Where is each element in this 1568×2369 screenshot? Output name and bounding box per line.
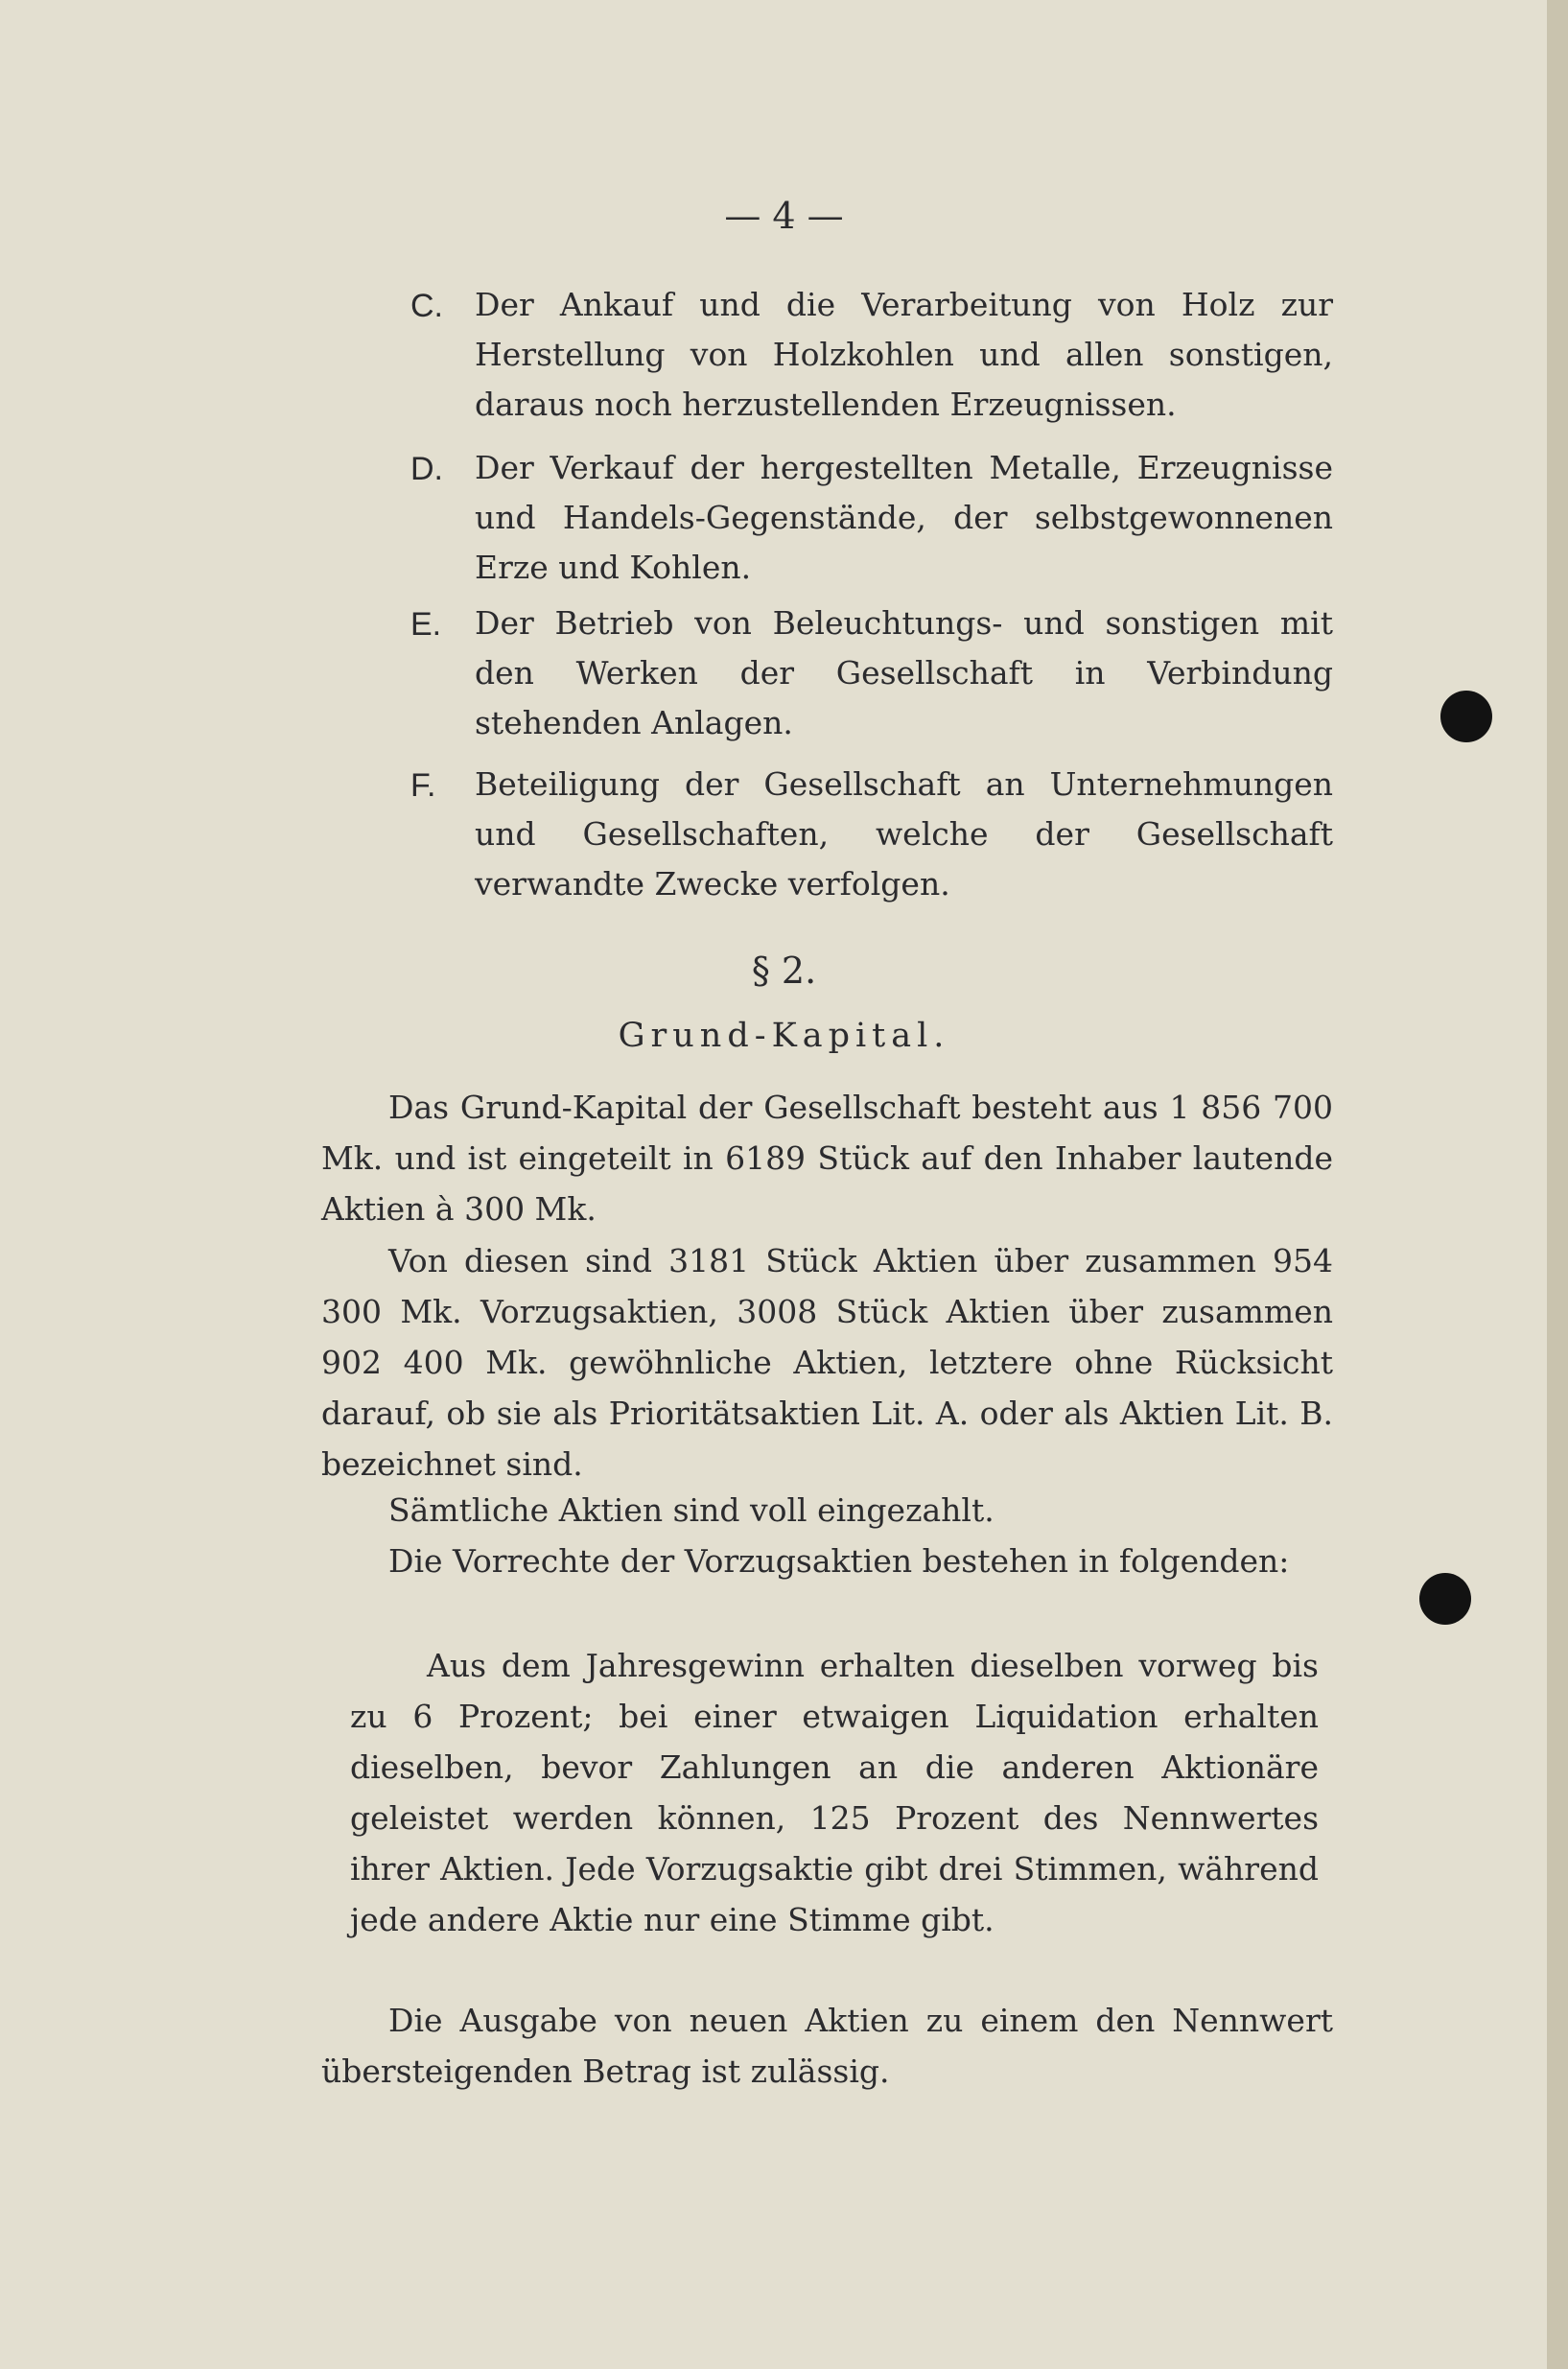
- paragraph-vorzugsaktien-rights: Aus dem Jahresgewinn erhalten dieselben vorweg bis zu 6 Prozent; bei einer etwaigen Liquidation erhalten dieselben, bevor Zahlungen an die anderen Aktionäre geleistet werden können, 125 Prozent des Nennwertes ihrer Aktien. Jede Vorzugsaktie gibt drei Stimmen, während jede andere Aktie nur eine Stimme gibt.: [350, 1647, 1319, 1938]
- punch-hole-lower: [1419, 1573, 1471, 1625]
- section-title: Grund-Kapital.: [618, 1017, 950, 1055]
- section-number: § 2.: [751, 950, 817, 992]
- item-text-e: Der Betrieb von Beleuchtungs- und sonstigen mit den Werken der Gesellschaft in Verbindung stehenden Anlagen.: [475, 604, 1333, 741]
- paragraph-voll-eingezahlt: Sämtliche Aktien sind voll eingezahlt.: [388, 1491, 995, 1529]
- paragraph-ausgabe: Die Ausgabe von neuen Aktien zu einem den Nennwert übersteigenden Betrag ist zulässig.: [321, 2002, 1333, 2090]
- item-text-f: Beteiligung der Gesellschaft an Unternehmungen und Gesellschaften, welche der Gesellschaft verwandte Zwecke verfolgen.: [475, 765, 1333, 903]
- item-letter-c: C.: [410, 288, 443, 324]
- item-text-c: Der Ankauf und die Verarbeitung von Holz zur Herstellung von Holzkohlen und allen sonstigen, daraus noch herzustellenden Erzeugnissen.: [475, 286, 1333, 423]
- paragraph-vorrechte: Die Vorrechte der Vorzugsaktien bestehen in folgenden:: [388, 1542, 1290, 1580]
- item-text-d: Der Verkauf der hergestellten Metalle, Erzeugnisse und Handels-Gegenstände, der selbstgewonnenen Erze und Kohlen.: [475, 449, 1333, 586]
- paragraph-grund-kapital: Das Grund-Kapital der Gesellschaft besteht aus 1 856 700 Mk. und ist eingeteilt in 6189 Stück auf den Inhaber lautende Aktien à 300 Mk.: [321, 1089, 1333, 1228]
- punch-hole-upper: [1440, 691, 1492, 742]
- page-number: — 4 —: [724, 195, 844, 237]
- item-letter-d: D.: [410, 451, 443, 487]
- paragraph-aktien-breakdown: Von diesen sind 3181 Stück Aktien über zusammen 954 300 Mk. Vorzugsaktien, 3008 Stück Aktien über zusammen 902 400 Mk. gewöhnliche Aktien, letztere ohne Rücksicht darauf, ob sie als Prioritätsaktien Lit. A. oder als Aktien Lit. B. bezeichnet sind.: [321, 1242, 1333, 1483]
- page-edge: [1547, 0, 1568, 2369]
- item-letter-e: E.: [410, 606, 442, 643]
- item-letter-f: F.: [410, 767, 436, 804]
